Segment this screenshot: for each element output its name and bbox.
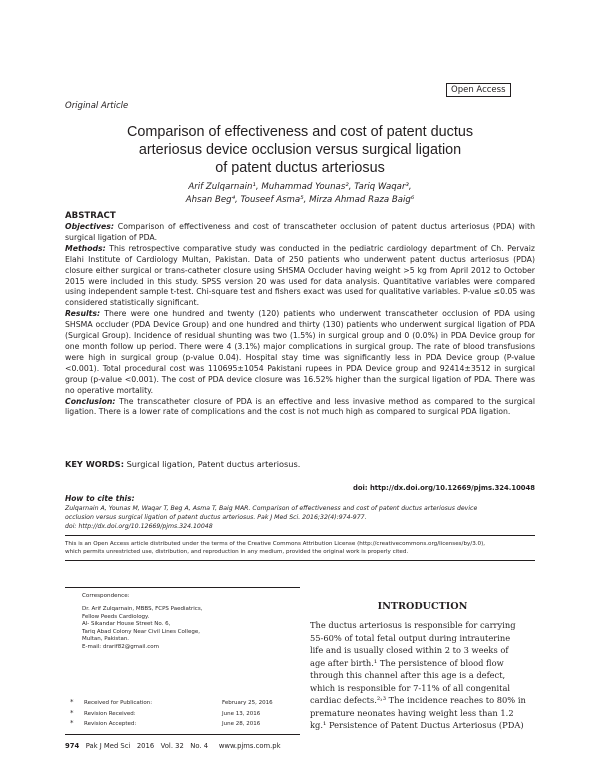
divider — [65, 734, 300, 735]
intro-line: cardiac defects.²˒³ The incidence reaches to 80% in — [310, 695, 526, 706]
publication-dates — [70, 698, 280, 730]
intro-line: which is responsible for 7-11% of all congenital — [310, 682, 511, 693]
page-footer — [65, 742, 281, 750]
intro-line: premature neonates having weight less than 1.2 — [310, 707, 514, 718]
keywords-label: KEY WORDS: — [65, 459, 124, 469]
license-line: which permits unrestricted use, distribution, and reproduction in any medium, provided the original work is properly cited. — [65, 549, 409, 555]
introduction-body — [310, 619, 535, 732]
intro-line: 55-60% of total fetal output during intrauterine — [310, 632, 511, 643]
page-number: 974 — [65, 742, 80, 750]
correspondence-label: Correspondence: — [82, 593, 130, 599]
correspondence-line: Fellow Peeds Cardiology. — [82, 613, 150, 620]
correspondence-line: Dr. Arif Zulqarnain, MBBS, FCPS Paediatrics, — [82, 606, 203, 612]
date-label: Received for Publication: — [84, 700, 153, 706]
journal-volume: Vol. 32 — [160, 742, 184, 750]
license-line: This is an Open Access article distributed under the terms of the Creative Commons Attribution License (http://creativecommons.org/licenses/by/3.0), — [65, 541, 486, 547]
citation-line: Zulqarnain A, Younas M, Waqar T, Beg A, Asma T, Baig MAR. Comparison of effectiveness and cost of patent ductus arteriosus device — [65, 505, 478, 512]
citation-doi-link[interactable]: doi: http://dx.doi.org/10.12669/pjms.324.10048 — [65, 523, 213, 530]
date-value: June 28, 2016 — [222, 721, 261, 727]
abstract-body — [65, 222, 535, 418]
date-value: June 13, 2016 — [222, 710, 261, 717]
results-label: Results: — [65, 309, 101, 319]
correspondence-line: Multan, Pakistan. — [82, 636, 130, 643]
doi-link[interactable]: doi: http://dx.doi.org/10.12669/pjms.324.10048 — [353, 484, 535, 492]
divider — [65, 587, 300, 588]
correspondence-line: Tariq Abad Colony Near Civil Lines College, — [82, 628, 200, 635]
citation-line: occlusion versus surgical ligation of patent ductus arteriosus. Pak J Med Sci. 2016;32(4):974-977. — [65, 514, 367, 521]
bullet-icon: * — [70, 719, 74, 727]
journal-website-link[interactable]: www.pjms.com.pk — [218, 742, 281, 750]
abstract-objectives — [65, 222, 535, 244]
conclusion-text: The transcatheter closure of PDA is an effective and less invasive method as compared to the surgical ligation. There is a lower rate of complications and the cost is not much high as compared to surgical PDA ligation. — [65, 396, 535, 417]
article-title — [90, 123, 510, 177]
author-line: Arif Zulqarnain¹, Muhammad Younas², Tariq Waqar³, — [188, 182, 412, 192]
how-to-cite-heading: How to cite this: — [65, 494, 135, 503]
date-row — [70, 719, 280, 730]
abstract-heading: ABSTRACT — [65, 211, 116, 221]
bullet-icon: * — [70, 708, 74, 717]
intro-line: kg.¹ Persistence of Patent Ductus Arteriosus (PDA) — [310, 720, 524, 731]
abstract-results — [65, 309, 535, 396]
divider — [65, 535, 535, 536]
journal-issue: No. 4 — [190, 742, 209, 750]
intro-line: The ductus arteriosus is responsible for carrying — [310, 620, 516, 630]
correspondence-address — [82, 606, 202, 652]
objectives-label: Objectives: — [65, 222, 115, 231]
title-line: arteriosus device occlusion versus surgical ligation — [138, 142, 462, 158]
how-to-cite-text — [65, 504, 535, 531]
title-line: of patent ductus arteriosus — [215, 160, 385, 176]
methods-text: This retrospective comparative study was conducted in the pediatric cardiology department of Ch. Pervaiz Elahi Institute of Cardiology Multan, Pakistan. Data of 250 patients who underwent patent ductus arteriosus (PDA) closure either surgical or trans-catheter closure using SHSMA Occluder having weight >5 kg from April 2012 to October 2015 were included in this study. SPSS version 20 was used for data analysis. Quantitative variables were compared using independent sample t-test. Chi-square test and fishers exact was used for qualitative variables. P-value ≤0.05 was considered statistically significant. — [65, 243, 535, 308]
author-list — [150, 181, 450, 207]
date-row — [70, 709, 280, 720]
open-access-badge: Open Access — [446, 83, 511, 97]
license-notice — [65, 540, 535, 556]
objectives-text: Comparison of effectiveness and cost of transcatheter occlusion of patent ductus arteriosus (PDA) with surgical ligation of PDA. — [65, 222, 535, 242]
conclusion-label: Conclusion: — [65, 396, 116, 406]
journal-year: 2016 — [136, 742, 155, 750]
date-label: Revision Received: — [84, 710, 136, 717]
abstract-conclusion — [65, 397, 535, 419]
correspondence-line: Al- Sikandar House Street No. 6, — [82, 621, 171, 628]
keywords — [65, 459, 300, 469]
journal-name: Pak J Med Sci — [85, 742, 131, 750]
results-text: There were one hundred and twenty (120) patients who underwent transcatheter occlusion of PDA using SHSMA occluder (PDA Device Group) and one hundred and thirty (130) patients who underwent surgical ligation of PDA (Surgical Group). Incidence of residual shunting was two (1.5%) in surgical group and 0 (0.0%) in PDA Device group for one month follow up period. There were 4 (3.1%) major complications in surgical group. The rate of blood transfusions were high in surgical group (p-value 0.04). Hospital stay time was significantly less in PDA Device group (P-value <0.001). Total procedural cost was 110695±1054 Pakistani rupees in PDA Device group and 92414±3512 in surgical group (p-value <0.001). The cost of PDA device closure was 16.52% higher than the surgical ligation of PDA. There was no operative mortality. — [65, 309, 535, 395]
correspondence-email[interactable]: E-mail: drarif82@gmail.com — [82, 643, 159, 650]
methods-label: Methods: — [65, 243, 106, 253]
abstract-methods — [65, 244, 535, 309]
intro-line: age after birth.¹ The persistence of blood flow — [310, 657, 504, 668]
title-line: Comparison of effectiveness and cost of patent ductus — [126, 124, 474, 140]
date-row — [70, 698, 280, 709]
divider — [65, 560, 535, 561]
intro-line: through this channel after this age is a defect, — [310, 670, 506, 681]
date-value: February 25, 2016 — [222, 700, 273, 706]
intro-line: life and is usually closed within 2 to 3 weeks of — [310, 645, 509, 656]
bullet-icon: * — [70, 698, 74, 706]
introduction-heading: INTRODUCTION — [377, 601, 468, 612]
date-label: Revision Accepted: — [84, 721, 137, 727]
author-line: Ahsan Beg⁴, Touseef Asma⁵, Mirza Ahmad Raza Baig⁶ — [185, 195, 415, 205]
keywords-text: Surgical ligation, Patent ductus arteriosus. — [123, 459, 301, 469]
article-type: Original Article — [65, 101, 129, 111]
